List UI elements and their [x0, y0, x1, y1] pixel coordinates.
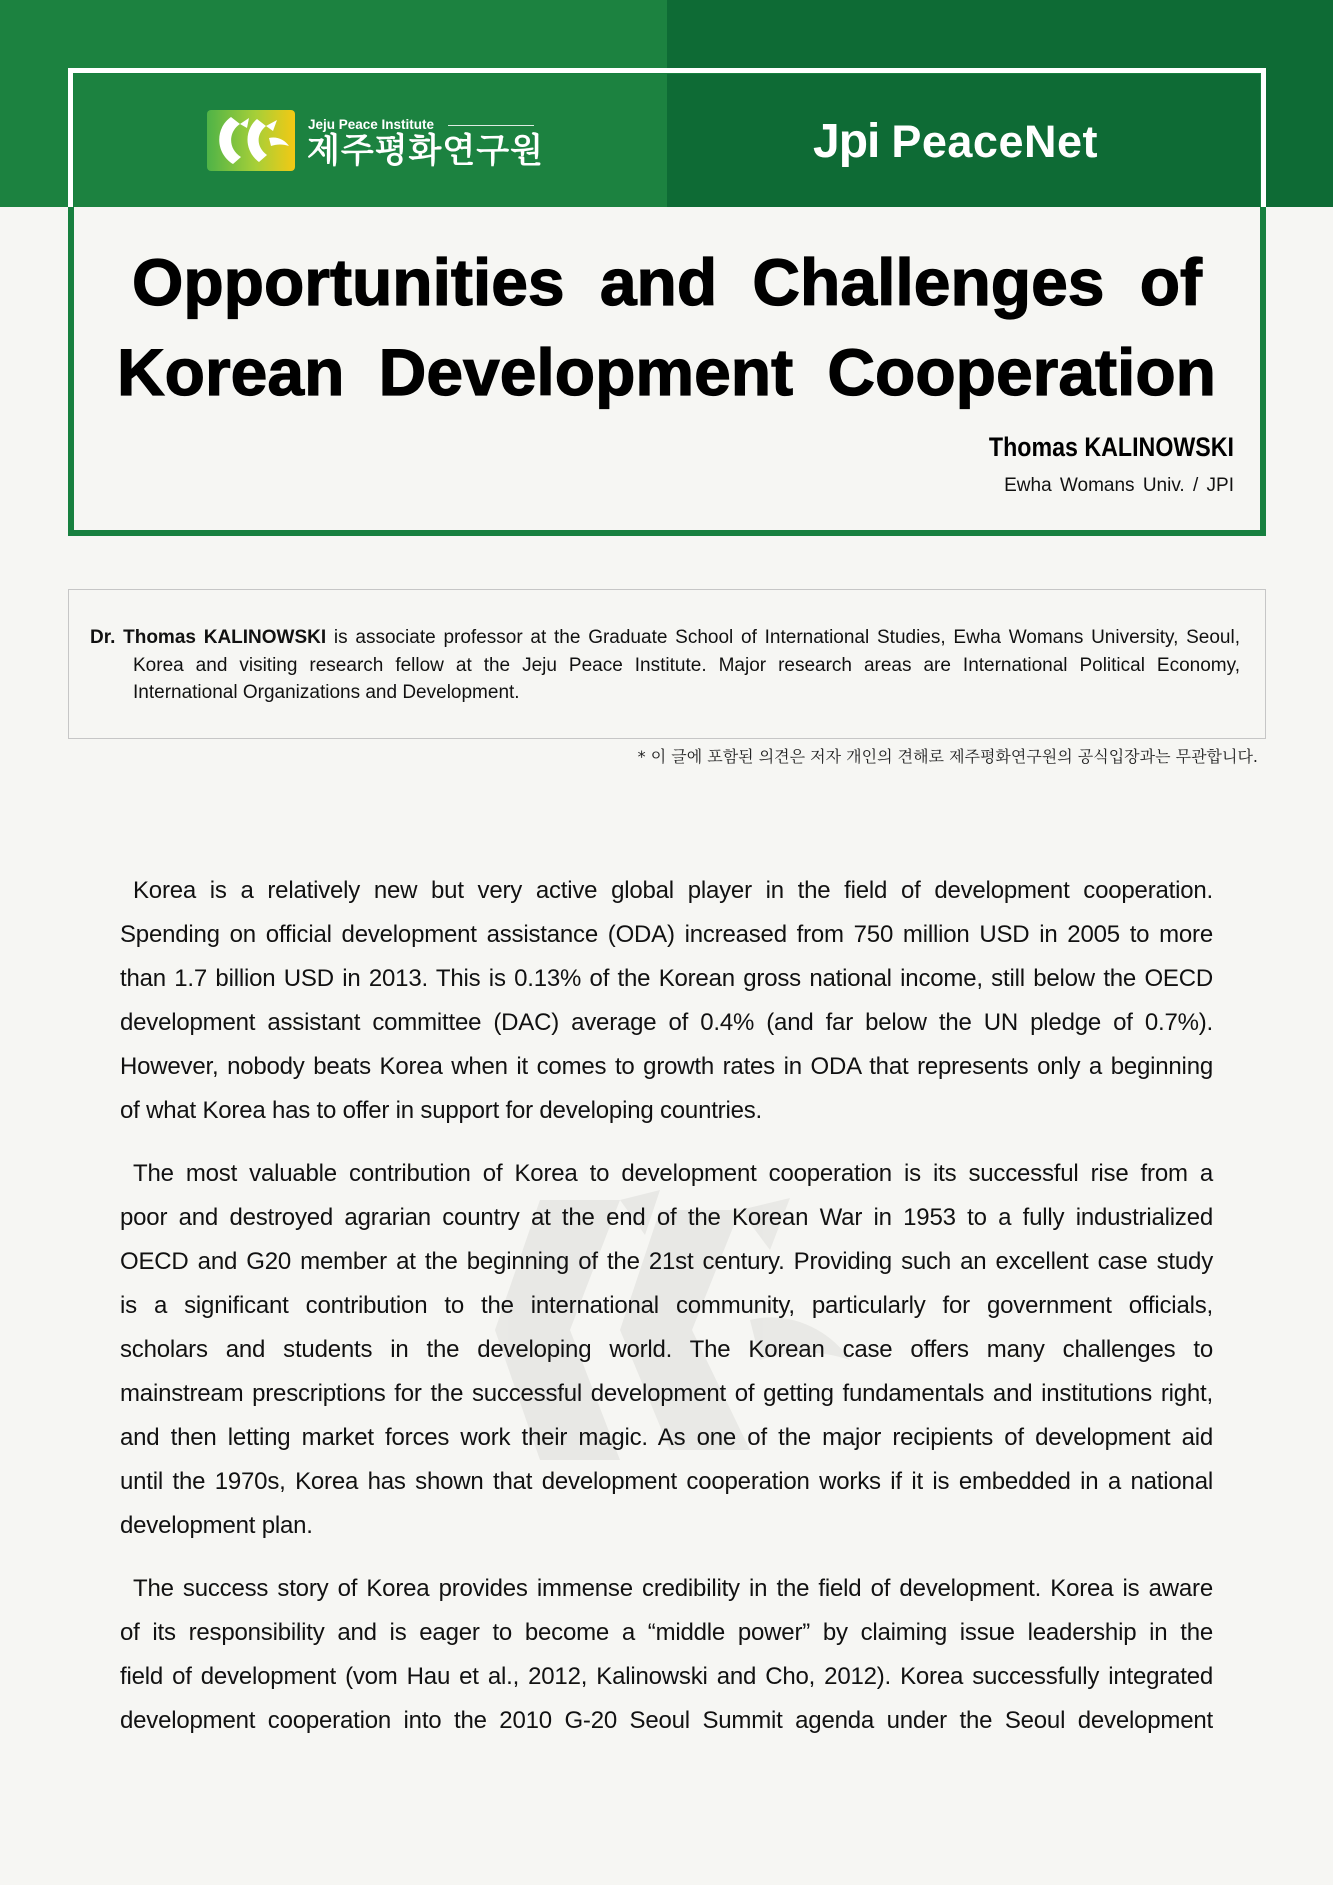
- page-title-line-1: Opportunities and Challenges of: [132, 245, 1202, 319]
- body-line: mainstream prescriptions for the successful development of getting fundamentals and institutions right,: [120, 1380, 1213, 1407]
- author-affiliation: Ewha Womans Univ. / JPI: [1004, 475, 1234, 496]
- logo-divider: [448, 125, 534, 126]
- author-name: Thomas KALINOWSKI: [988, 432, 1234, 462]
- peacenet-logo-name: PeaceNet: [891, 116, 1098, 167]
- body-line: development assistant committee (DAC) average of 0.4% (and far below the UN pledge of 0.7%).: [120, 1009, 1213, 1036]
- disclaimer-note: * 이 글에 포함된 의견은 저자 개인의 견해로 제주평화연구원의 공식입장과는 무관합니다.: [637, 747, 1258, 766]
- article-body: [120, 869, 1213, 1762]
- peacenet-logo-mark: Jpi: [813, 115, 880, 168]
- body-line: However, nobody beats Korea when it comes to growth rates in ODA that represents only a beginning: [120, 1053, 1213, 1080]
- body-line: OECD and G20 member at the beginning of the 21st century. Providing such an excellent case study: [120, 1248, 1213, 1275]
- bio-line: International Organizations and Development.: [133, 682, 520, 703]
- body-line: and then letting market forces work their magic. As one of the major recipients of development aid: [120, 1424, 1213, 1451]
- body-line: is a significant contribution to the international community, particularly for government officials,: [120, 1292, 1213, 1319]
- peacenet-logo: [813, 116, 1098, 168]
- body-line: development plan.: [120, 1512, 313, 1539]
- body-line: poor and destroyed agrarian country at the end of the Korean War in 1953 to a fully industrialized: [120, 1204, 1213, 1231]
- body-line: of its responsibility and is eager to become a “middle power” by claiming issue leadership in the: [120, 1619, 1213, 1646]
- logo-korean-name: 제주평화연구원: [307, 131, 544, 171]
- body-line: than 1.7 billion USD in 2013. This is 0.13% of the Korean gross national income, still below the OECD: [120, 965, 1213, 992]
- body-line: scholars and students in the developing world. The Korean case offers many challenges to: [120, 1336, 1213, 1363]
- body-line: field of development (vom Hau et al., 2012, Kalinowski and Cho, 2012). Korea successfully integrated: [120, 1663, 1213, 1690]
- body-paragraph: [120, 1567, 1213, 1743]
- bio-author-name: Dr. Thomas KALINOWSKI: [90, 627, 327, 648]
- body-line: development cooperation into the 2010 G-20 Seoul Summit agenda under the Seoul development: [120, 1707, 1213, 1734]
- body-line: of what Korea has to offer in support for developing countries.: [120, 1097, 763, 1124]
- bio-text: is associate professor at the Graduate School of International Studies, Ewha Womans University, Seoul,: [333, 627, 1240, 648]
- body-line: until the 1970s, Korea has shown that development cooperation works if it is embedded in a national: [120, 1468, 1213, 1495]
- body-line: The success story of Korea provides immense credibility in the field of development. Korea is aware: [133, 1575, 1213, 1602]
- body-line: The most valuable contribution of Korea to development cooperation is its successful rise from a: [133, 1160, 1213, 1187]
- page-title-line-2: Korean Development Cooperation: [117, 335, 1216, 409]
- logo-english-name: Jeju Peace Institute: [308, 117, 435, 132]
- body-line: Spending on official development assistance (ODA) increased from 750 million USD in 2005 to more: [120, 921, 1213, 948]
- author-bio-box: [68, 589, 1266, 739]
- body-paragraph: [120, 869, 1213, 1133]
- body-paragraph: [120, 1152, 1213, 1548]
- bio-line: [90, 624, 1240, 652]
- body-line: Korea is a relatively new but very active global player in the field of development cooperation.: [133, 877, 1213, 904]
- bio-line: Korea and visiting research fellow at the Jeju Peace Institute. Major research areas are International Political Economy,: [133, 654, 1240, 676]
- jpi-bird-icon: [207, 110, 295, 171]
